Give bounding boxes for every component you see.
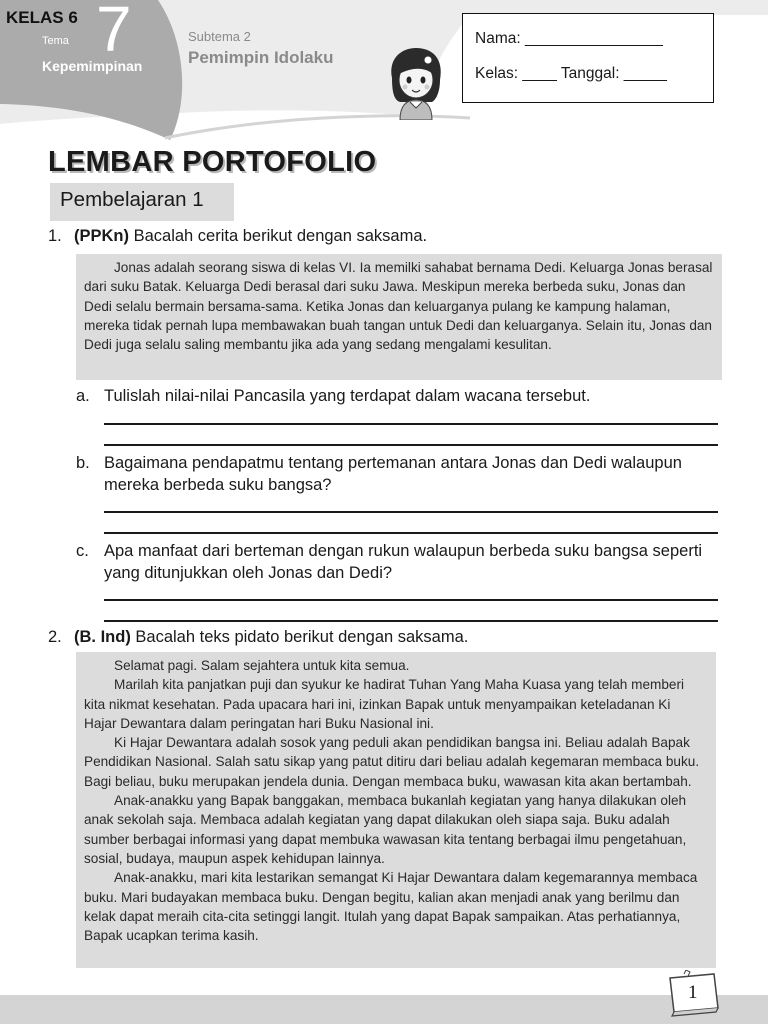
- q1-number: 1.: [48, 227, 62, 245]
- answer-line[interactable]: [104, 444, 718, 446]
- footer-bar: [0, 995, 768, 1024]
- answer-line[interactable]: [104, 599, 718, 601]
- answer-line[interactable]: [104, 532, 718, 534]
- q1b-question: [76, 452, 736, 498]
- q1c-question: [76, 540, 736, 586]
- answer-line[interactable]: [104, 423, 718, 425]
- q2-subject: (B. Ind): [74, 628, 131, 646]
- q1-reading-box: [76, 254, 722, 380]
- q2-heading: [74, 628, 468, 647]
- q2-instruction: Bacalah teks pidato berikut dengan saksama.: [130, 628, 469, 646]
- kelas-label: KELAS 6: [6, 8, 78, 27]
- tema-number: 7: [96, 0, 132, 65]
- page-title: LEMBAR PORTOFOLIO: [48, 146, 377, 178]
- speech-paragraph: Anak-anakku yang Bapak banggakan, membaca bukanlah kegiatan yang hanya dilakukan oleh anak sekolah saja. Membaca adalah kegiatan yang dapat dilakukan oleh siapa saja. Buku adalah sumber berbagai informasi yang dapat membuka wawasan kita tentang berbagai ilmu pengetahuan, sosial, budaya, maupun aspek kehidupan lainnya.: [84, 793, 687, 866]
- q1-heading: [74, 227, 427, 246]
- answer-line[interactable]: [104, 620, 718, 622]
- q1c-letter: c.: [76, 542, 89, 560]
- subtema-name: Pemimpin Idolaku: [188, 48, 334, 67]
- kelas-tanggal-field[interactable]: Kelas: ____ Tanggal: _____: [475, 65, 667, 82]
- q1a-question: [76, 385, 736, 409]
- q1c-text: Apa manfaat dari berteman dengan rukun walaupun berbeda suku bangsa seperti yang ditunjukkan oleh Jonas dan Dedi?: [104, 542, 703, 582]
- q2-number: 2.: [48, 628, 62, 646]
- q1-subject: (PPKn): [74, 227, 129, 245]
- girl-character-icon: [384, 44, 448, 120]
- speech-paragraph: Marilah kita panjatkan puji dan syukur ke hadirat Tuhan Yang Maha Kuasa yang telah memberi kita nikmat kesehatan. Pada upacara hari ini, izinkan Bapak untuk menyampaikan keteladanan Ki Hajar Dewantara dalam peringatan hari Buku Nasional ini.: [84, 677, 685, 731]
- lesson-subtitle: Pembelajaran 1: [60, 188, 204, 211]
- answer-line[interactable]: [104, 511, 718, 513]
- q1a-text: Tulislah nilai-nilai Pancasila yang terdapat dalam wacana tersebut.: [104, 387, 591, 405]
- identity-box: [462, 13, 714, 103]
- speech-paragraph: Ki Hajar Dewantara adalah sosok yang peduli akan pendidikan bangsa ini. Beliau adalah Bapak Pendidikan Nasional. Salah satu sikap yang patut ditiru dari beliau adalah kegemaran membaca buku. Bagi beliau, buku merupakan jendela dunia. Dengan membaca buku, wawasan kita akan bertambah.: [84, 735, 700, 789]
- q2-speech-box: [76, 652, 716, 968]
- q1-reading-text: Jonas adalah seorang siswa di kelas VI. Ia memilki sahabat bernama Dedi. Keluarga Jonas berasal dari suku Batak. Keluarga Dedi berasal dari suku Jawa. Meskipun mereka berbeda suku, Jonas dan Dedi selalu bermain bersama-sama. Ketika Jonas dan keluarganya pulang ke kampung halaman, mereka tidak pernah lupa membawakan buah tangan untuk Dedi dan keluarganya. Selain itu, Jonas dan Dedi juga selalu saling membantu jika ada yang sedang mengalami kesulitan.: [84, 260, 713, 353]
- speech-paragraph: Selamat pagi. Salam sejahtera untuk kita semua.: [114, 658, 410, 673]
- subtema-label: Subtema 2: [188, 29, 251, 44]
- q1b-letter: b.: [76, 454, 90, 472]
- q1-instruction: Bacalah cerita berikut dengan saksama.: [129, 227, 428, 245]
- page-number: 1: [688, 982, 698, 1003]
- tema-label: Tema: [42, 35, 69, 47]
- q1a-letter: a.: [76, 387, 90, 405]
- q1b-text: Bagaimana pendapatmu tentang pertemanan antara Jonas dan Dedi walaupun mereka berbeda suku bangsa?: [104, 454, 682, 494]
- nama-field[interactable]: Nama: ________________: [475, 30, 663, 47]
- speech-paragraph: Anak-anakku, mari kita lestarikan semangat Ki Hajar Dewantara dalam kegemarannya membaca buku. Mari budayakan membaca buku. Dengan begitu, kalian akan menjadi anak yang berilmu dan kelak dapat meraih cita-cita setinggi langit. Itulah yang dapat Bapak sampaikan. Atas perhatiannya, Bapak ucapkan terima kasih.: [84, 870, 698, 944]
- tema-name: Kepemimpinan: [42, 58, 143, 74]
